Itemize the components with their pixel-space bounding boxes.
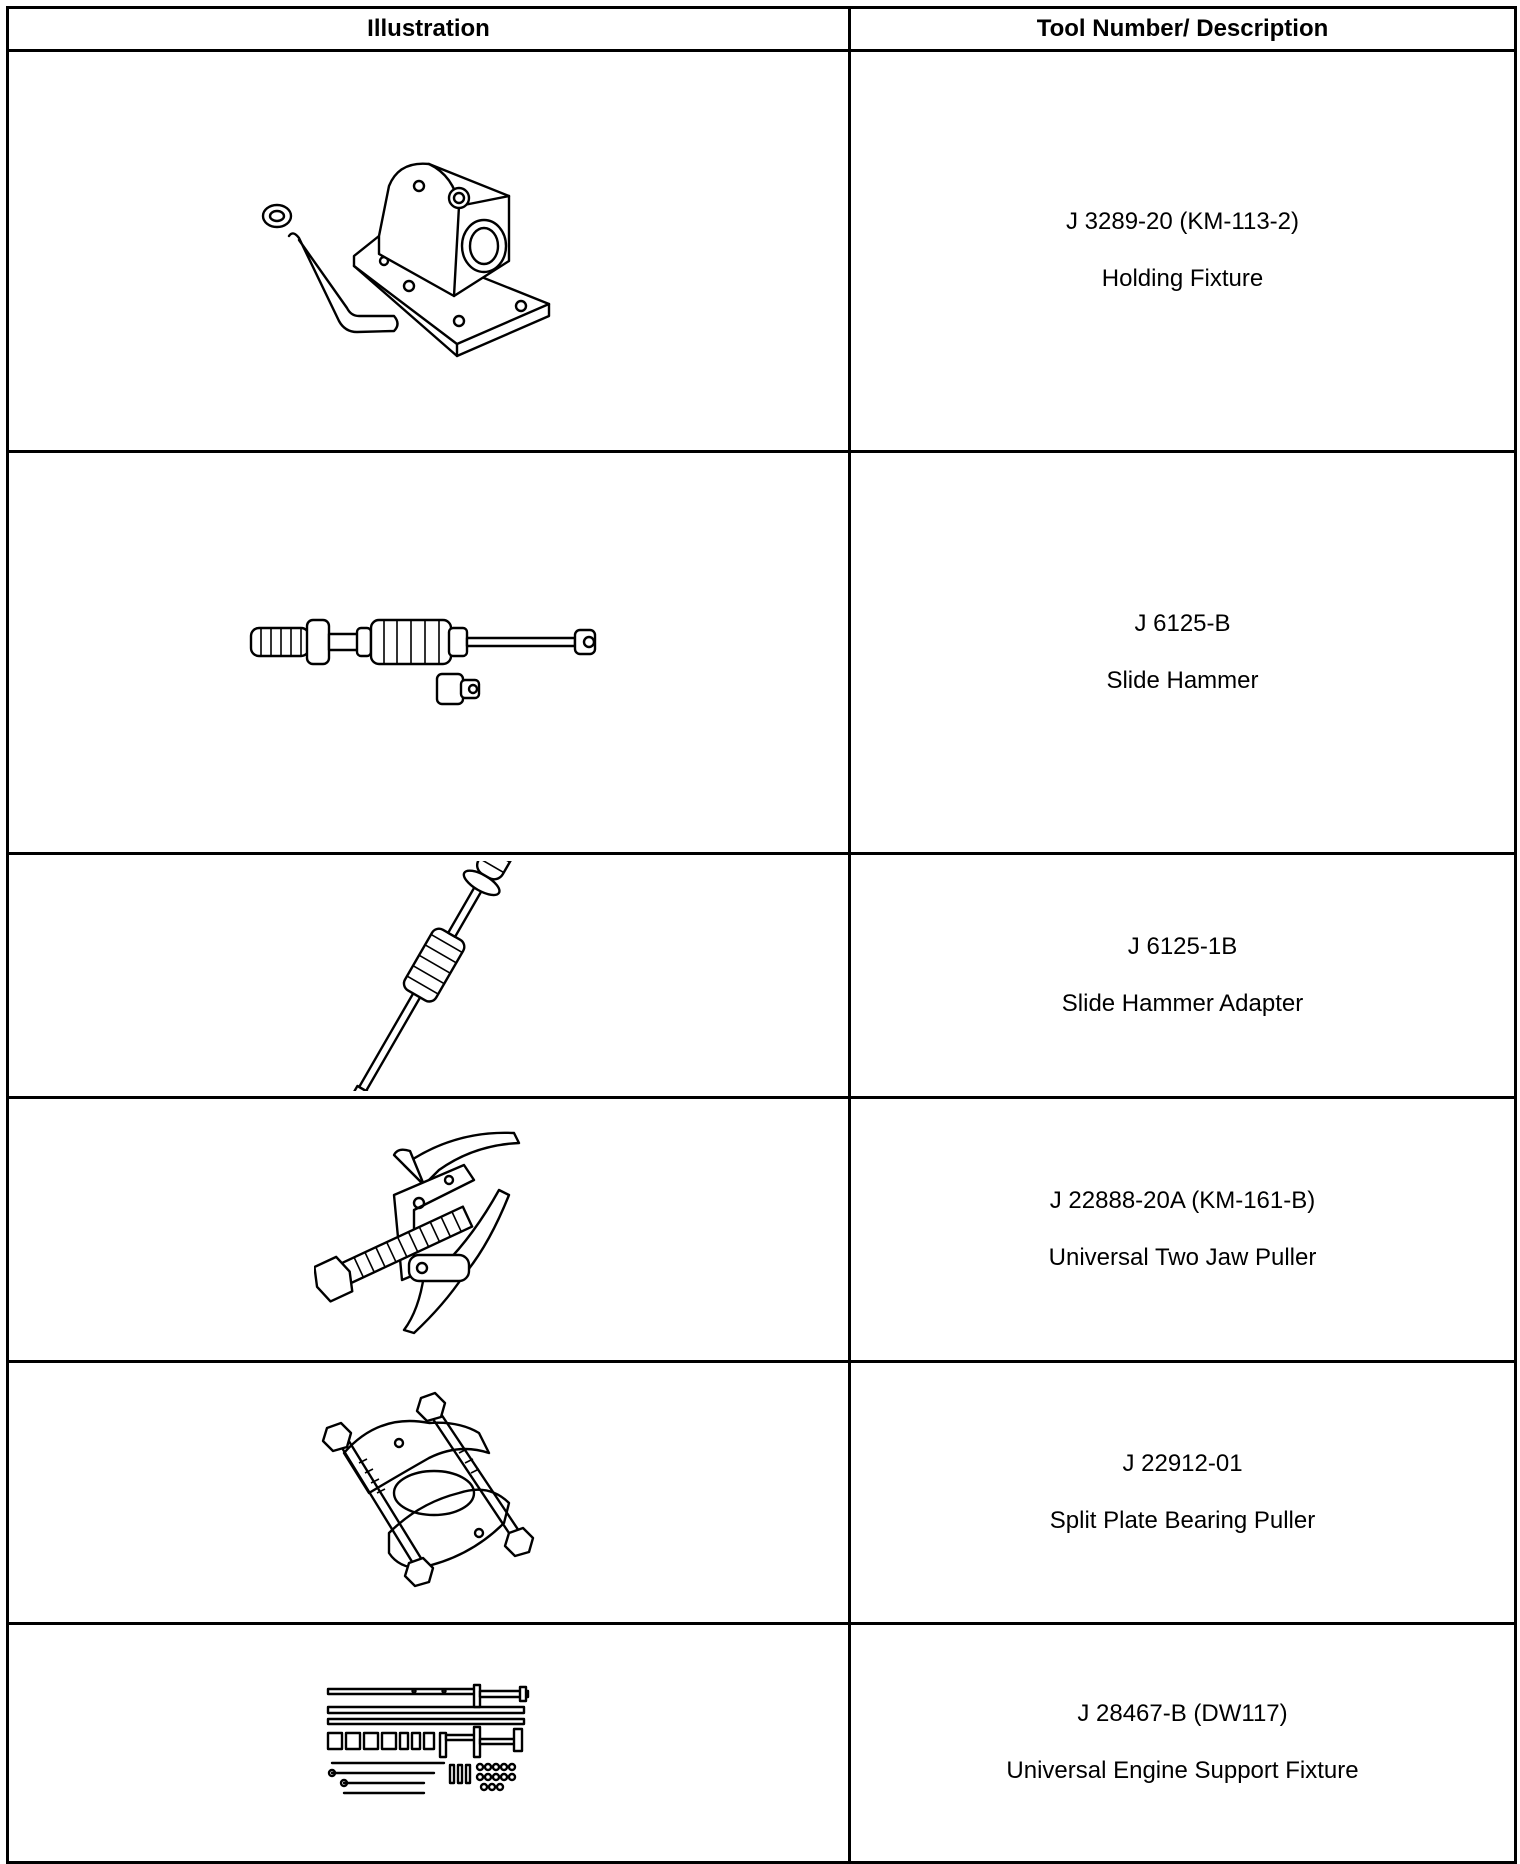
special-tools-table <box>6 6 1517 1864</box>
illustration-cell <box>8 452 850 854</box>
tool-description: Holding Fixture <box>1101 265 1264 292</box>
tool-number: J 6125-B <box>1134 609 1231 637</box>
table-row <box>8 854 1516 1098</box>
table-row <box>8 1362 1516 1624</box>
table-header-row <box>8 8 1516 51</box>
tool-description: Slide Hammer Adapter <box>1061 989 1304 1017</box>
illustration-cell <box>8 51 850 452</box>
tool-description-cell <box>850 1362 1516 1624</box>
tool-description-cell <box>850 1098 1516 1362</box>
tool-number: J 28467-B (DW117) <box>1077 1700 1288 1728</box>
holding-fixture-illustration <box>259 136 599 366</box>
tool-description: Universal Two Jaw Puller <box>1048 1243 1317 1271</box>
table-row <box>8 51 1516 452</box>
two-jaw-puller-illustration <box>314 1125 544 1335</box>
tool-number: J 6125-1B <box>1127 932 1238 960</box>
engine-support-fixture-illustration <box>324 1683 534 1803</box>
illustration-cell <box>8 854 850 1098</box>
tool-description-cell <box>850 1624 1516 1863</box>
illustration-cell <box>8 1624 850 1863</box>
illustration-cell <box>8 1362 850 1624</box>
table-row <box>8 1624 1516 1863</box>
table-row <box>8 1098 1516 1362</box>
header-tool-number-description: Tool Number/ Description <box>850 8 1516 51</box>
split-plate-puller-illustration <box>309 1383 549 1603</box>
slide-hammer-adapter-illustration <box>314 861 544 1091</box>
slide-hammer-illustration <box>249 598 609 708</box>
tool-description: Universal Engine Support Fixture <box>1006 1757 1359 1784</box>
tool-description: Slide Hammer <box>1106 666 1259 694</box>
tool-description: Split Plate Bearing Puller <box>1049 1506 1316 1534</box>
tool-description-cell <box>850 51 1516 452</box>
tool-number: J 3289-20 (KM-113-2) <box>1066 208 1299 236</box>
table-row <box>8 452 1516 854</box>
illustration-cell <box>8 1098 850 1362</box>
header-illustration: Illustration <box>8 8 850 51</box>
tool-number: J 22912-01 <box>1122 1449 1243 1477</box>
tool-number: J 22888-20A (KM-161-B) <box>1049 1186 1316 1214</box>
tool-description-cell <box>850 452 1516 854</box>
tool-description-cell <box>850 854 1516 1098</box>
